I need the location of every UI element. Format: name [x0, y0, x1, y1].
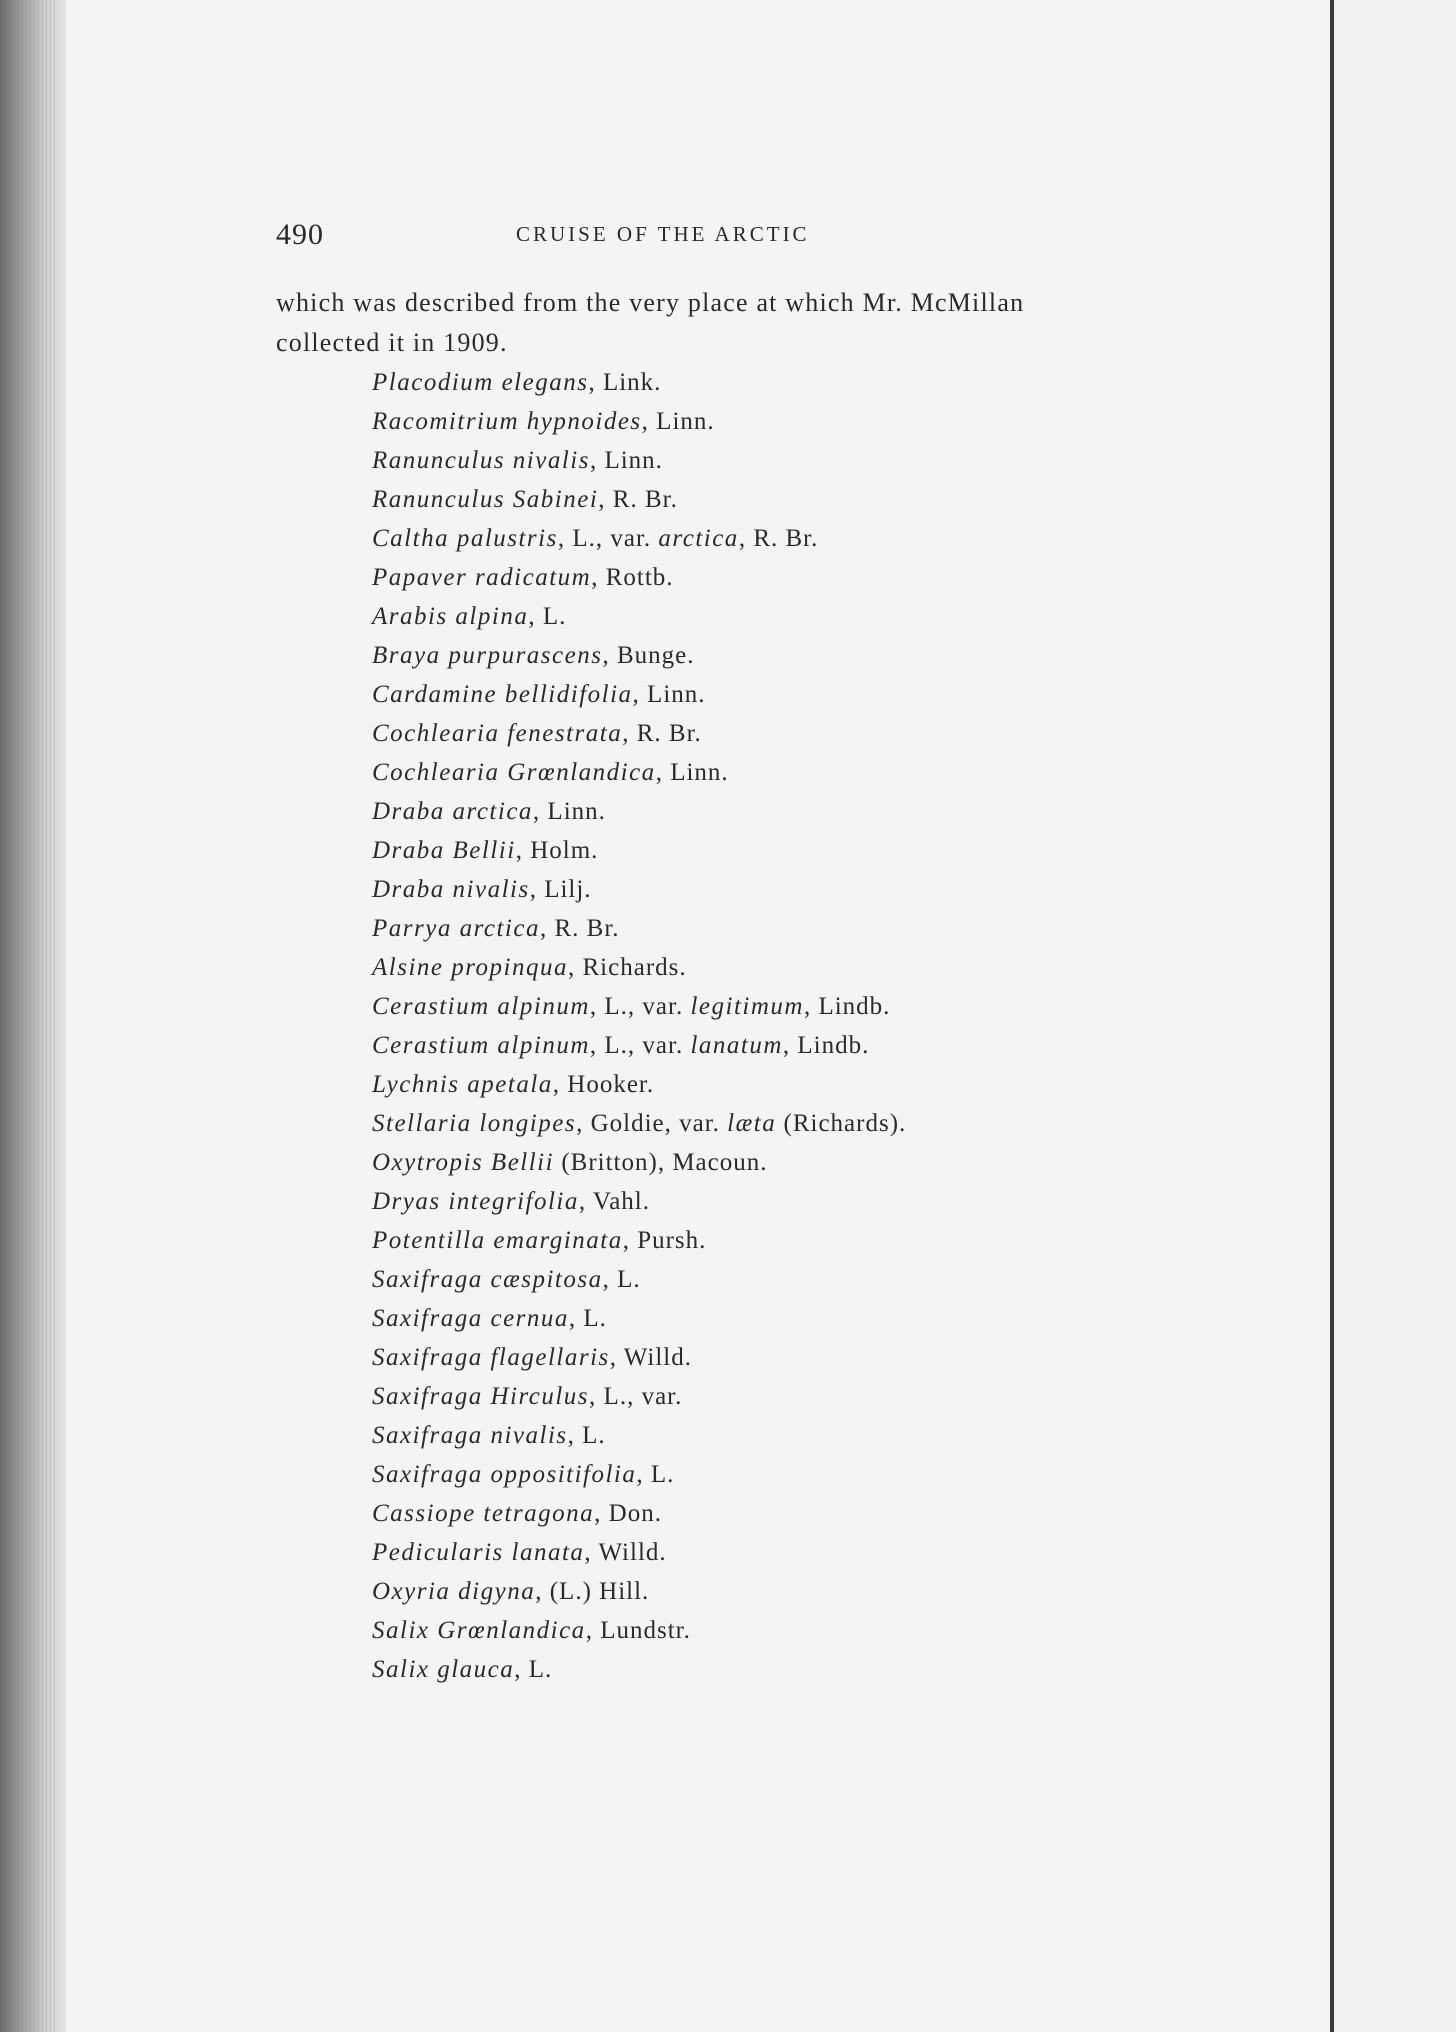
species-name: Saxifraga nivalis	[372, 1422, 568, 1449]
species-authority: , L.	[568, 1305, 607, 1332]
species-authority: , Richards.	[568, 954, 687, 981]
species-name: Saxifraga Hirculus	[372, 1383, 590, 1410]
species-name: Lychnis apetala	[372, 1071, 553, 1098]
species-entry	[372, 363, 1092, 402]
species-authority: , L., var.	[589, 993, 691, 1020]
species-authority: , L., var.	[589, 1383, 683, 1410]
species-entry	[372, 1182, 1092, 1221]
species-authority: , L.	[567, 1422, 606, 1449]
species-authority: , Linn.	[532, 798, 606, 825]
species-authority: , R. Br.	[539, 915, 620, 942]
species-authority: , L.	[528, 603, 567, 630]
intro-line: collected it in 1909.	[276, 328, 508, 357]
species-name: Cerastium alpinum	[372, 1032, 590, 1059]
intro-line: which was described from the very place at which Mr. McMillan	[276, 288, 1025, 317]
species-entry	[372, 831, 1092, 870]
species-authority: , R. Br.	[622, 720, 702, 747]
species-name: Draba arctica	[372, 798, 533, 825]
species-name: Ranunculus Sabinei	[372, 486, 599, 513]
page-header	[276, 218, 1122, 258]
species-entry	[372, 1065, 1092, 1104]
species-name: Racomitrium hypnoides	[372, 408, 642, 435]
species-name: læta	[727, 1110, 777, 1137]
species-name: Caltha palustris	[372, 525, 558, 552]
species-authority: , R. Br.	[598, 486, 678, 513]
species-entry	[372, 597, 1092, 636]
species-entry	[372, 1533, 1092, 1572]
species-authority: , Lundstr.	[585, 1617, 691, 1644]
species-name: Pedicularis lanata	[372, 1539, 585, 1566]
species-authority: , L.	[514, 1656, 553, 1683]
species-entry	[372, 519, 1092, 558]
species-entry	[372, 753, 1092, 792]
species-authority: , Linn.	[632, 681, 706, 708]
species-entry	[372, 441, 1092, 480]
species-entry	[372, 948, 1092, 987]
species-entry	[372, 1260, 1092, 1299]
species-entry	[372, 792, 1092, 831]
species-list	[372, 363, 1092, 1689]
species-entry	[372, 1377, 1092, 1416]
species-name: Salix Grœnlandica	[372, 1617, 586, 1644]
species-name: Draba Bellii	[372, 837, 516, 864]
species-name: Salix glauca	[372, 1656, 515, 1683]
species-name: Cochlearia fenestrata	[372, 720, 623, 747]
running-head: CRUISE OF THE ARCTIC	[516, 222, 810, 246]
species-entry	[372, 636, 1092, 675]
species-authority: , Linn.	[641, 408, 715, 435]
species-authority: , Lindb.	[803, 993, 891, 1020]
species-name: lanatum	[690, 1032, 783, 1059]
species-authority: , L., var.	[589, 1032, 691, 1059]
species-name: Oxytropis Bellii	[372, 1149, 555, 1176]
species-authority: , L., var.	[557, 525, 659, 552]
species-name: Cassiope tetragona	[372, 1500, 595, 1527]
species-name: Ranunculus nivalis	[372, 447, 590, 474]
species-entry	[372, 987, 1092, 1026]
species-name: Oxyria digyna	[372, 1578, 536, 1605]
species-authority: , Bunge.	[602, 642, 695, 669]
species-entry	[372, 1416, 1092, 1455]
species-authority: , L.	[636, 1461, 675, 1488]
species-entry	[372, 714, 1092, 753]
species-authority: , Goldie, var.	[576, 1110, 728, 1137]
species-name: Alsine propinqua	[372, 954, 568, 981]
species-entry	[372, 1650, 1092, 1689]
species-authority: , Don.	[594, 1500, 662, 1527]
species-authority: , Link.	[588, 369, 662, 396]
species-entry	[372, 1338, 1092, 1377]
species-name: Cochlearia Grœnlandica	[372, 759, 656, 786]
species-entry	[372, 909, 1092, 948]
intro-paragraph	[276, 283, 1122, 363]
species-authority: , Willd.	[584, 1539, 667, 1566]
species-authority: (Britton), Macoun.	[554, 1149, 768, 1176]
species-authority: , Lindb.	[782, 1032, 870, 1059]
species-name: Saxifraga flagellaris	[372, 1344, 610, 1371]
species-name: Saxifraga cernua	[372, 1305, 569, 1332]
species-name: arctica	[658, 525, 739, 552]
species-entry	[372, 1143, 1092, 1182]
species-entry	[372, 1299, 1092, 1338]
species-name: Saxifraga oppositifolia	[372, 1461, 637, 1488]
species-entry	[372, 1221, 1092, 1260]
species-authority: , Linn.	[589, 447, 663, 474]
species-name: Parrya arctica	[372, 915, 540, 942]
species-entry	[372, 1026, 1092, 1065]
species-authority: , Holm.	[515, 837, 599, 864]
species-authority: , L.	[602, 1266, 641, 1293]
species-entry	[372, 1611, 1092, 1650]
species-authority: , Willd.	[609, 1344, 692, 1371]
species-name: legitimum	[690, 993, 804, 1020]
species-authority: , Lilj.	[529, 876, 592, 903]
species-name: Potentilla emarginata	[372, 1227, 623, 1254]
species-authority: , Hooker.	[552, 1071, 655, 1098]
species-name: Dryas integrifolia	[372, 1188, 579, 1215]
species-authority: , Vahl.	[578, 1188, 650, 1215]
page-number: 490	[276, 218, 324, 251]
species-name: Arabis alpina	[372, 603, 529, 630]
species-name: Papaver radicatum	[372, 564, 592, 591]
species-authority: , Rottb.	[591, 564, 674, 591]
species-name: Placodium elegans	[372, 369, 589, 396]
species-name: Stellaria longipes	[372, 1110, 577, 1137]
species-entry	[372, 1455, 1092, 1494]
species-authority: , Linn.	[655, 759, 729, 786]
facing-page-edge	[1334, 0, 1456, 2032]
species-authority: , Pursh.	[622, 1227, 707, 1254]
species-authority: , R. Br.	[738, 525, 819, 552]
book-page-edges	[0, 0, 66, 2032]
species-authority: (Richards).	[776, 1110, 907, 1137]
species-entry	[372, 870, 1092, 909]
species-name: Saxifraga cæspitosa	[372, 1266, 603, 1293]
species-entry	[372, 1494, 1092, 1533]
species-entry	[372, 1104, 1092, 1143]
species-entry	[372, 558, 1092, 597]
species-name: Braya purpurascens	[372, 642, 603, 669]
species-name: Cerastium alpinum	[372, 993, 590, 1020]
species-entry	[372, 402, 1092, 441]
species-name: Cardamine bellidifolia	[372, 681, 633, 708]
species-entry	[372, 1572, 1092, 1611]
species-entry	[372, 675, 1092, 714]
species-name: Draba nivalis	[372, 876, 530, 903]
species-authority: , (L.) Hill.	[535, 1578, 650, 1605]
species-entry	[372, 480, 1092, 519]
